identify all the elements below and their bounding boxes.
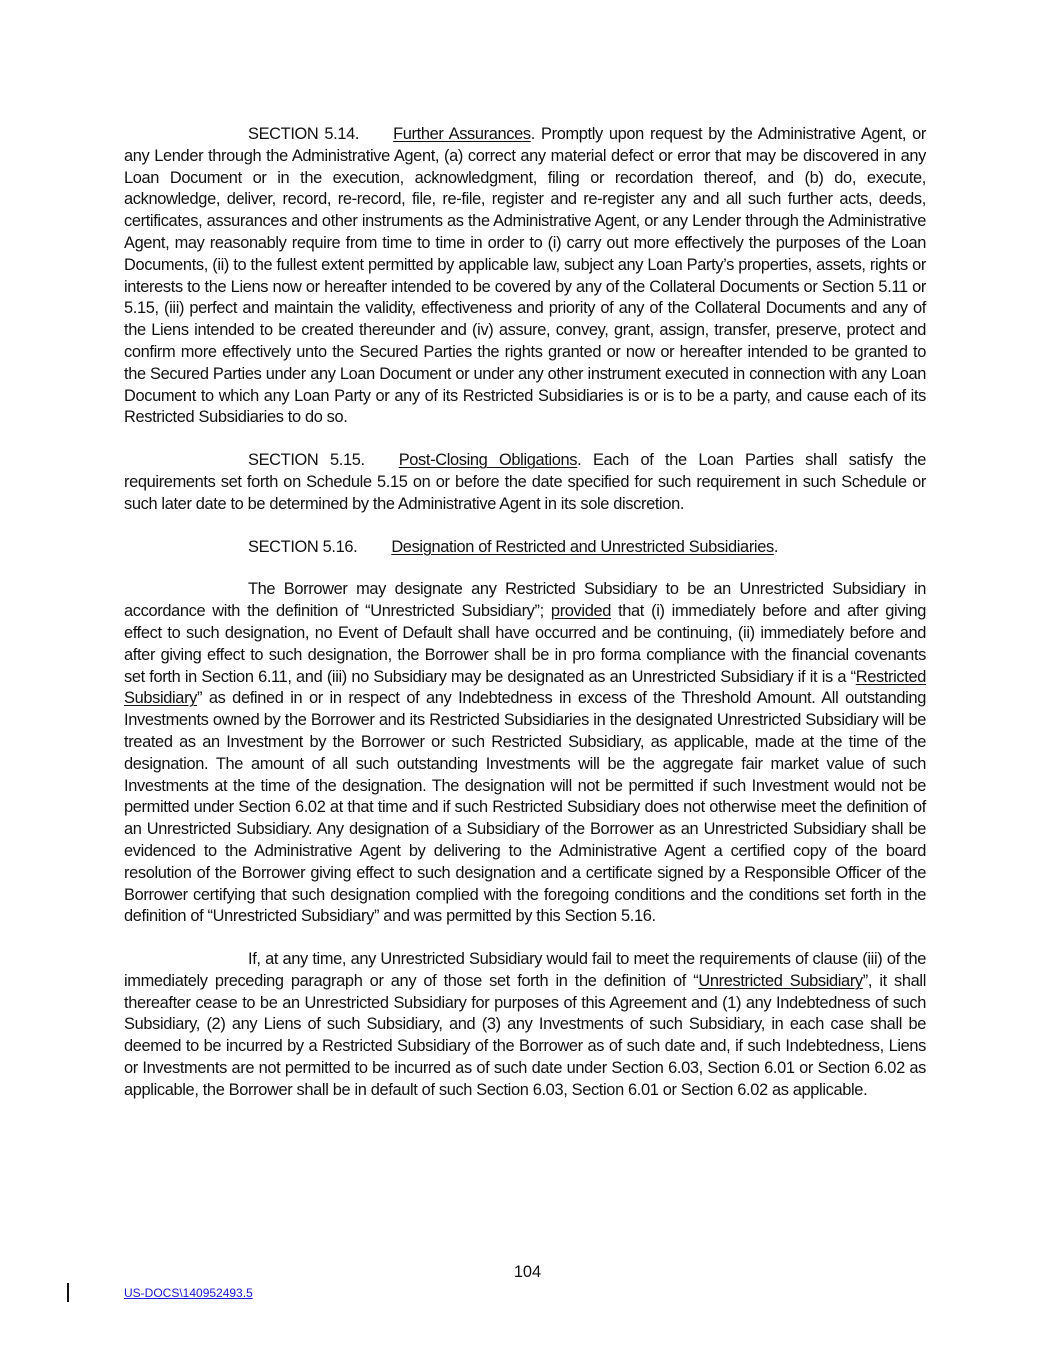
defined-term-restricted-subsidiary: Restricted Subsidiary [124, 667, 926, 708]
section-5-16-heading: SECTION 5.16. Designation of Restricted and Unrestricted Subsidiaries. [248, 537, 779, 556]
section-number: SECTION 5.16. [248, 537, 358, 556]
section-5-16-paragraph-2: If, at any time, any Unrestricted Subsidiary would fail to meet the requirements of clause (iii) of the immediately preceding paragraph or any of those set forth in the definition of “Unrestricted Subsidiary”, it shall thereafter cease to be an Unrestricted Subsidiary for purposes of this Agreement and (1) any Indebtedness of such Subsidiary, (2) any Liens of such Subsidiary, and (3) any Investments of such Subsidiary, in each case shall be deemed to be incurred by a Restricted Subsidiary of the Borrower as of such date and, if such Indebtedness, Liens or Investments are not permitted to be incurred as of such date under Section 6.03, Section 6.01 or Section 6.02 as applicable, the Borrower shall be in default of such Section 6.03, Section 6.01 or Section 6.02 as applicable. [124, 950, 926, 1099]
section-5-14: SECTION 5.14. Further Assurances. Promptly upon request by the Administrative Agent, or any Lender through the Administrative Agent, (a) correct any material defect or error that may be discovered in any Loan Document or in the execution, acknowledgment, filing or recordation thereof, and (b) do, execute, acknowledge, deliver, record, re-record, file, re-file, register and re-register any and all such further acts, deeds, certificates, assurances and other instruments as the Administrative Agent, or any Lender through the Administrative Agent, may reasonably require from time to time in order to (i) carry out more effectively the purposes of the Loan Documents, (ii) to the fullest extent permitted by applicable law, subject any Loan Party’s properties, assets, rights or interests to the Liens now or hereafter intended to be covered by any of the Collateral Documents or Section 5.11 or 5.15, (iii) perfect and maintain the validity, effectiveness and priority of any of the Collateral Documents and any of the Liens intended to be created thereunder and (iv) assure, convey, grant, assign, transfer, preserve, protect and confirm more effectively unto the Secured Parties the rights granted or now or hereafter intended to be granted to the Secured Parties under any Loan Document or under any other instrument executed in connection with any Loan Document to which any Loan Party or any of its Restricted Subsidiaries is or is to be a party, and cause each of its Restricted Subsidiaries to do so. [124, 125, 926, 427]
section-title: Designation of Restricted and Unrestricted Subsidiaries [391, 537, 774, 556]
section-5-15: SECTION 5.15. Post-Closing Obligations. Each of the Loan Parties shall satisfy the requirements set forth on Schedule 5.15 on or before the date specified for such requirement in such Schedule or such later date to be determined by the Administrative Agent in its sole discretion. [124, 451, 927, 513]
change-bar [67, 1283, 69, 1302]
section-title: Post-Closing Obligations [398, 451, 578, 470]
section-5-16-paragraph-1: The Borrower may designate any Restricted Subsidiary to be an Unrestricted Subsidiary in accordance with the definition of “Unrestricted Subsidiary”; provided that (i) immediately before and after giving effect to such designation, no Event of Default shall have occurred and be continuing, (ii) immediately before and after giving effect to such designation, the Borrower shall be in pro forma compliance with the financial covenants set forth in Section 6.11, and (iii) no Subsidiary may be designated as an Unrestricted Subsidiary if it is a “Restricted Subsidiary” as defined in or in respect of any Indebtedness in excess of the Threshold Amount. All outstanding Investments owned by the Borrower and its Restricted Subsidiaries in the designated Unrestricted Subsidiary will be treated as an Investment by the Borrower or such Restricted Subsidiary, as applicable, made at the time of the designation. The amount of all such outstanding Investments will be the aggregate fair market value of such Investments at the time of the designation. The designation will not be permitted if such Investment would not be permitted under Section 6.02 at that time and if such Restricted Subsidiary does not otherwise meet the definition of an Unrestricted Subsidiary. Any designation of a Subsidiary of the Borrower as an Unrestricted Subsidiary shall be evidenced to the Administrative Agent by delivering to the Administrative Agent a certified copy of the board resolution of the Borrower giving effect to such designation and a certificate signed by a Responsible Officer of the Borrower certifying that such designation complied with the foregoing conditions and the conditions set forth in the definition of “Unrestricted Subsidiary” and was permitted by this Section 5.16. [124, 580, 926, 926]
defined-term-provided: provided [550, 602, 611, 621]
section-number: SECTION 5.14. [248, 125, 360, 143]
document-id: US-DOCS\140952493.5 [124, 1286, 253, 1300]
section-number: SECTION 5.15. [248, 451, 365, 470]
section-title: Further Assurances [393, 125, 531, 143]
section-text: Promptly upon request by the Administrative Agent, or any Lender through the Administrative Agent, (a) correct any material defect or error that may be discovered in any Loan Document or in the execution, acknowledgment, filing or recordation thereof, and (b) do, execute, acknowledge, deliver, record, re-record, file, re-file, register and re-register any and all such further acts, deeds, certificates, assurances and other instruments as the Administrative Agent, or any Lender through the Administrative Agent, may reasonably require from time to time in order to (i) carry out more effectively the purposes of the Loan Documents, (ii) to the fullest extent permitted by applicable law, subject any Loan Party’s properties, assets, rights or interests to the Liens now or hereafter intended to be covered by any of the Collateral Documents or Section 5.11 or 5.15, (iii) perfect and maintain the validity, effectiveness and priority of any of the Collateral Documents and any of the Liens intended to be created thereunder and (iv) assure, convey, grant, assign, transfer, preserve, protect and confirm more effectively unto the Secured Parties the rights granted or now or hereafter intended to be granted to the Secured Parties under any Loan Document or under any other instrument executed in connection with any Loan Document to which any Loan Party or any of its Restricted Subsidiaries is or is to be a party, and cause each of its Restricted Subsidiaries to do so. [124, 125, 926, 427]
defined-term-unrestricted-subsidiary: Unrestricted Subsidiary [698, 971, 863, 990]
page-number: 104 [513, 1263, 542, 1281]
document-body [124, 124, 926, 1123]
section-text: Each of the Loan Parties shall satisfy the requirements set forth on Schedule 5.15 on or before the date specified for such requirement in such Schedule or such later date to be determined by the Administrative Agent in its sole discretion. [124, 451, 927, 513]
